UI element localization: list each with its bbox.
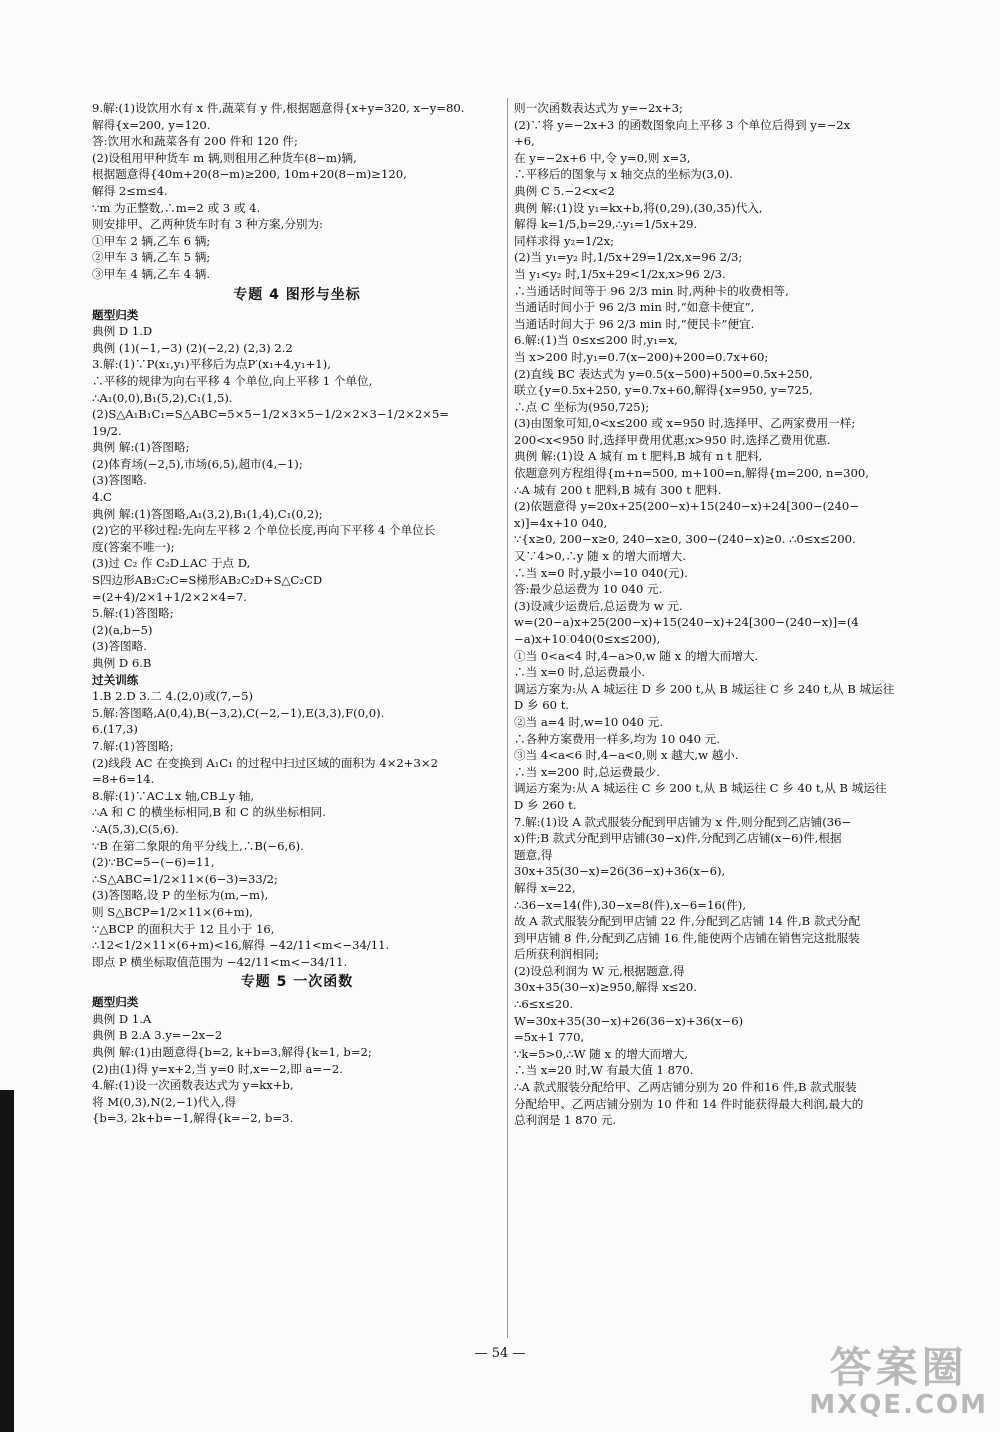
text-line: x)]=4x+10 040, [514, 515, 608, 530]
text-line: (2)依题意得 y=20x+25(200−x)+15(240−x)+24[300−(240− [514, 499, 860, 514]
text-line: ∴S△ABC=1/2×11×(6−3)=33/2; [92, 871, 278, 886]
text-line: ∴12<1/2×11×(6+m)<16,解得 −42/11<m<−34/11. [92, 938, 390, 953]
text-line: 分配给甲、乙两店铺分别为 10 件和 14 件时能获得最大利润,最大的 [514, 1096, 864, 1111]
text-line: 4.C [92, 490, 112, 505]
text-line: 题意,得 [514, 847, 553, 862]
text-line: ①甲车 2 辆,乙车 6 辆; [92, 233, 211, 248]
text-line: S四边形AB₂C₂C=S梯形AB₂C₂D+S△C₂CD [92, 573, 323, 588]
text-line: 又∵4>0,∴y 随 x 的增大而增大. [514, 549, 686, 564]
text-line: ②甲车 3 辆,乙车 5 辆; [92, 250, 211, 265]
text-line: D 乡 260 t. [514, 797, 577, 812]
text-line: ∴平移后的图象与 x 轴交点的坐标为(3,0). [514, 167, 733, 182]
text-line: 调运方案为:从 A 城运往 D 乡 200 t,从 B 城运往 C 乡 240 t,从 B 城运往 [514, 681, 895, 696]
text-line: 故 A 款式服装分配到甲店铺 22 件,分配到乙店铺 14 件,B 款式分配 [514, 914, 861, 929]
text-line: (3)设减少运费后,总运费为 w 元. [514, 598, 683, 613]
text-line: ∴A 款式服装分配给甲、乙两店铺分别为 20 件和16 件,B 款式服装 [514, 1080, 857, 1095]
text-line: 200<x<950 时,选择甲费用优惠;x>950 时,选择乙费用优惠. [514, 432, 831, 447]
right-column [514, 100, 934, 1129]
text-line: 典例 C 5.−2<x<2 [514, 183, 615, 198]
text-line: (2)设总利润为 W 元,根据题意,得 [514, 963, 685, 978]
text-line: 根据题意得{40m+20(8−m)≥200, 10m+20(8−m)≥120, [92, 167, 407, 182]
text-line: 则安排甲、乙两种货车时有 3 种方案,分别为: [92, 217, 324, 232]
column-divider [507, 98, 508, 1338]
text-line: 联立{y=0.5x+250, y=0.7x+60,解得{x=950, y=725, [514, 383, 813, 398]
text-line: (2)体育场(−2,5),市场(6,5),超市(4,−1); [92, 456, 303, 471]
text-line: ∴当 x=0 时,总运费最小. [514, 665, 646, 680]
watermark-text: 答案圈 [829, 1343, 968, 1392]
text-line: 则 S△BCP=1/2×11×(6+m), [92, 904, 253, 919]
text-line: 典例 解:(1)由题意得{b=2, k+b=3,解得{k=1, b=2; [92, 1045, 372, 1060]
text-line: 30x+35(30−x)=26(36−x)+36(x−6), [514, 864, 726, 879]
text-line: ∵{x≥0, 200−x≥0, 240−x≥0, 300−(240−x)≥0. ∴0≤x≤200. [514, 532, 856, 547]
text-line: =(2+4)/2×1+1/2×2×4=7. [92, 589, 247, 604]
text-line: 度(答案不唯一); [92, 539, 175, 554]
text-line: 答:最少总运费为 10 040 元. [514, 582, 663, 597]
text-line: (3)由图象可知,0<x≤200 或 x=950 时,选择甲、乙两家费用一样; [514, 416, 856, 431]
text-line: =5x+1 770, [514, 1030, 585, 1045]
text-line: (2)∵BC=5−(−6)=11, [92, 855, 215, 870]
text-line: (3)答图略,设 P 的坐标为(m,−m), [92, 888, 269, 903]
text-line: 7.解:(1)设 A 款式服装分配到甲店铺为 x 件,则分配到乙店铺(36− [514, 814, 852, 829]
text-line: 典例 (1)(−1,−3) (2)(−2,2) (2,3) 2.2 [92, 340, 293, 355]
text-line: 当 x>200 时,y₁=0.7(x−200)+200=0.7x+60; [514, 349, 769, 364]
text-line: (2)设租用甲种货车 m 辆,则租用乙种货车(8−m)辆, [92, 150, 357, 165]
text-line: 到甲店铺 8 件,分配到乙店铺 16 件,能使两个店铺在销售完这批服装 [514, 930, 860, 945]
text-line: ∵B 在第二象限的角平分线上,∴B(−6,6). [92, 838, 304, 853]
text-line: 典例 解:(1)答图略; [92, 440, 190, 455]
text-line: 30x+35(30−x)≥950,解得 x≤20. [514, 980, 697, 995]
text-line: 典例 解:(1)设 y₁=kx+b,将(0,29),(30,35)代入, [514, 200, 763, 215]
text-line: 3.解:(1)∵P(x₁,y₁)平移后为点P′(x₁+4,y₁+1), [92, 357, 331, 372]
text-line: (2)∵将 y=−2x+3 的函数图象向上平移 3 个单位后得到 y=−2x [514, 117, 851, 132]
text-line: ∴各种方案费用一样多,均为 10 040 元. [514, 731, 721, 746]
text-line: ∴当 x=200 时,总运费最少. [514, 764, 660, 779]
text-line: 4.解:(1)设一次函数表达式为 y=kx+b, [92, 1078, 294, 1093]
text-line: ∴36−x=14(件),30−x=8(件),x−6=16(件), [514, 897, 747, 912]
text-line: ③甲车 4 辆,乙车 4 辆. [92, 266, 211, 281]
text-line: ∵△BCP 的面积大于 12 且小于 16, [92, 921, 275, 936]
text-line: −a)x+10 040(0≤x≤200), [514, 632, 661, 646]
subheading: 过关训练 [92, 672, 139, 687]
text-line: 依题意列方程组得{m+n=500, m+100=n,解得{m=200, n=300, [514, 466, 869, 481]
text-line: ∴当通话时间等于 96 2/3 min 时,两种卡的收费相等, [514, 283, 789, 298]
watermark-url: MXQE.COM [809, 1390, 988, 1420]
text-line: 解得 x=22, [514, 880, 576, 895]
text-line: 在 y=−2x+6 中,令 y=0,则 x=3, [514, 150, 691, 165]
text-line: 当通话时间小于 96 2/3 min 时,“如意卡便宜”, [514, 300, 755, 315]
text-line: 8.解:(1)∵AC⊥x 轴,CB⊥y 轴, [92, 788, 255, 803]
text-line: 则一次函数表达式为 y=−2x+3; [514, 101, 683, 115]
text-line: 后所获利润相同; [514, 947, 600, 962]
text-line: 答:饮用水和蔬菜各有 200 件和 120 件; [92, 134, 298, 149]
text-line: (3)答图略. [92, 473, 147, 488]
text-line: W=30x+35(30−x)+26(36−x)+36(x−6) [514, 1013, 744, 1028]
text-line: {b=3, 2k+b=−1,解得{k=−2, b=3. [92, 1111, 294, 1126]
text-line: 当 y₁<y₂ 时,1/5x+29<1/2x,x>96 2/3. [514, 266, 726, 281]
text-line: 典例 D 1.D [92, 324, 153, 339]
text-line: ②当 a=4 时,w=10 040 元. [514, 714, 664, 729]
text-line: (2)S△A₁B₁C₁=S△ABC=5×5−1/2×3×5−1/2×2×3−1/2×2×5= [92, 407, 450, 422]
text-line: 当通话时间大于 96 2/3 min 时,“便民卡”便宜. [514, 316, 755, 331]
text-line: (2)直线 BC 表达式为 y=0.5(x−500)+500=0.5x+250, [514, 366, 813, 381]
subheading: 题型归类 [92, 995, 139, 1010]
text-line: 将 M(0,3),N(2,−1)代入,得 [92, 1094, 237, 1109]
text-line: D 乡 60 t. [514, 698, 570, 713]
text-line: (2)当 y₁=y₂ 时,1/5x+29=1/2x,x=96 2/3; [514, 250, 743, 265]
section-heading: 专题 5 一次函数 [240, 974, 354, 991]
text-line: 典例 D 1.A [92, 1011, 152, 1026]
text-line: =8+6=14. [92, 772, 155, 787]
text-line: ∴平移的规律为向右平移 4 个单位,向上平移 1 个单位, [92, 373, 373, 388]
text-line: 9.解:(1)设饮用水有 x 件,蔬菜有 y 件,根据题意得{x+y=320, x−y=80. [92, 101, 465, 115]
text-line: 19/2. [92, 423, 122, 438]
text-line: 解得 k=1/5,b=29,∴y₁=1/5x+29. [514, 217, 698, 232]
text-line: 调运方案为:从 A 城运往 C 乡 200 t,从 B 城运往 C 乡 40 t,从 B 城运往 [514, 781, 887, 796]
section-heading: 专题 4 图形与坐标 [233, 286, 361, 303]
text-line: (2)(a,b−5) [92, 622, 153, 637]
page-edge-shadow [0, 1090, 14, 1432]
text-line: 同样求得 y₂=1/2x; [514, 233, 615, 248]
left-column [92, 100, 502, 1127]
text-line: ∴A(5,3),C(5,6). [92, 821, 179, 836]
text-line: ∴6≤x≤20. [514, 997, 574, 1012]
text-line: (2)线段 AC 在变换到 A₁C₁ 的过程中扫过区域的面积为 4×2+3×2 [92, 755, 438, 770]
text-line: (3)答图略. [92, 639, 147, 654]
text-line: 7.解:(1)答图略; [92, 738, 174, 753]
text-line: ∴A₁(0,0),B₁(5,2),C₁(1,5). [92, 390, 233, 405]
text-line: w=(20−a)x+25(200−x)+15(240−x)+24[300−(240−x)]=(4 [514, 615, 859, 630]
text-line: ①当 0<a<4 时,4−a>0,w 随 x 的增大而增大. [514, 648, 759, 663]
text-line: 典例 D 6.B [92, 656, 152, 670]
text-line: +6, [514, 134, 535, 149]
text-line: (3)过 C₂ 作 C₂D⊥AC 于点 D, [92, 556, 251, 571]
subheading: 题型归类 [92, 307, 139, 322]
text-line: ∴当 x=20 时,W 有最大值 1 870. [514, 1063, 694, 1078]
text-line: ∴A 城有 200 t 肥料,B 城有 300 t 肥料. [514, 482, 722, 497]
text-line: 总利润是 1 870 元. [514, 1113, 617, 1128]
text-line: ∴A 和 C 的横坐标相同,B 和 C 的纵坐标相同. [92, 805, 326, 820]
watermark-logo [809, 1343, 988, 1420]
text-line: 5.解:(1)答图略; [92, 606, 174, 621]
text-line: (2)由(1)得 y=x+2,当 y=0 时,x=−2,即 a=−2. [92, 1061, 343, 1076]
text-line: ∴当 x=0 时,y最小=10 040(元). [514, 565, 688, 580]
text-line: 典例 解:(1)设 A 城有 m t 肥料,B 城有 n t 肥料, [514, 449, 763, 464]
text-line: 典例 解:(1)答图略,A₁(3,2),B₁(1,4),C₁(0,2); [92, 506, 323, 521]
text-line: 6.(17,3) [92, 722, 138, 737]
text-line: 5.解:答图略,A(0,4),B(−3,2),C(−2,−1),E(3,3),F(0,0). [92, 705, 385, 720]
text-line: ∵k=5>0,∴W 随 x 的增大而增大, [514, 1046, 688, 1061]
text-line: 典例 B 2.A 3.y=−2x−2 [92, 1028, 223, 1043]
text-line: 解得 2≤m≤4. [92, 183, 168, 198]
text-line: ③当 4<a<6 时,4−a<0,则 x 越大,w 越小. [514, 748, 739, 763]
text-line: x)件;B 款式分配到甲店铺(30−x)件,分配到乙店铺(x−6)件,根据 [514, 831, 842, 846]
text-line: ∵m 为正整数,∴m=2 或 3 或 4. [92, 200, 261, 215]
text-line: 1.B 2.D 3.二 4.(2,0)或(7,−5) [92, 689, 253, 704]
text-line: ∴点 C 坐标为(950,725); [514, 399, 650, 414]
text-line: 解得{x=200, y=120. [92, 117, 211, 132]
text-line: 即点 P 横坐标取值范围为 −42/11<m<−34/11. [92, 954, 348, 969]
text-line: (2)它的平移过程:先向左平移 2 个单位长度,再向下平移 4 个单位长 [92, 523, 436, 538]
page-number: — 54 — [474, 1346, 526, 1361]
text-line: 6.解:(1)当 0≤x≤200 时,y₁=x, [514, 333, 678, 348]
